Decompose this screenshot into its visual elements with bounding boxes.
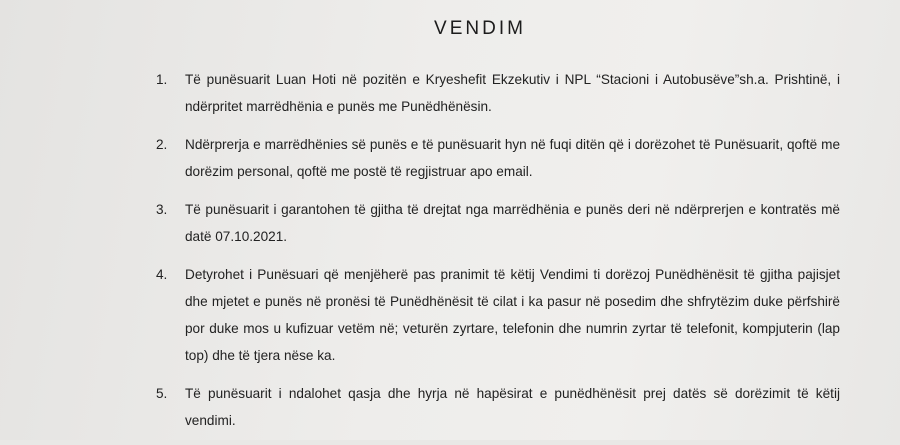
item-text: Të punësuarit i ndalohet qasja dhe hyrja në hapësirat e punëdhënësit prej datës së dorëzimit të këtij vendimi. xyxy=(185,386,840,428)
item-text: Ndërprerja e marrëdhënies së punës e të punësuarit hyn në fuqi ditën që i dorëzohet të Punësuarit, qoftë me dorëzim personal, qoftë me postë të regjistruar apo email. xyxy=(185,137,840,179)
decision-item-2 xyxy=(150,131,840,185)
item-text: Të punësuarit i garantohen të gjitha të drejtat nga marrëdhënia e punës deri në ndërprerjen e kontratës më datë 07.10.2021. xyxy=(185,202,840,244)
decision-item-3 xyxy=(150,196,840,250)
decision-item-5 xyxy=(150,380,840,434)
item-number: 5. xyxy=(156,386,168,401)
document-title: VENDIM xyxy=(434,18,526,39)
decision-list xyxy=(150,66,840,445)
item-number: 4. xyxy=(156,267,168,282)
item-text: Detyrohet i Punësuari që menjëherë pas pranimit të këtij Vendimi ti dorëzoj Punëdhënësit të gjitha pajisjet dhe mjetet e punës në pronësi të Punëdhënësit të cilat i ka pasur në posedim dhe shfrytëzim duke përfshirë por duke mos u kufizuar vetëm në; veturën zyrtare, telefonin dhe numrin zyrtar të telefonit, kompjuterin (lap top) dhe të tjera nëse ka. xyxy=(185,267,840,363)
item-text: Të punësuarit Luan Hoti në pozitën e Kryeshefit Ekzekutiv i NPL “Stacioni i Autobusëve”sh.a. Prishtinë, i ndërpritet marrëdhënia e punës me Punëdhënësin. xyxy=(185,72,840,114)
item-number: 3. xyxy=(156,202,168,217)
item-number: 1. xyxy=(156,72,168,87)
item-number: 2. xyxy=(156,137,168,152)
decision-item-4 xyxy=(150,261,840,369)
decision-item-1 xyxy=(150,66,840,120)
